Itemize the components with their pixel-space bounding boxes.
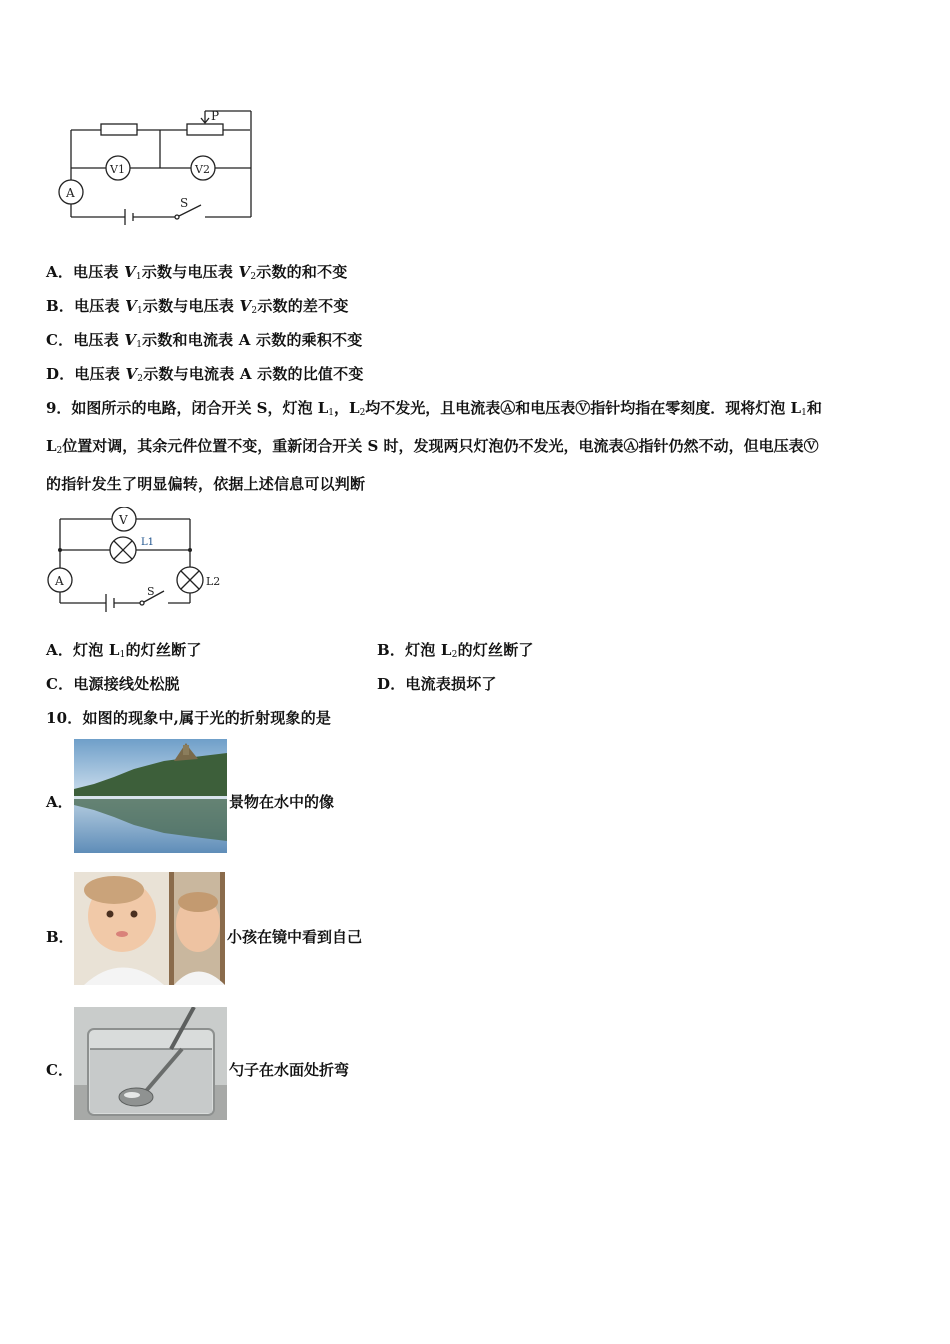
q8-ammeter-label: A: [66, 186, 75, 200]
q9-ammeter-label: A: [55, 574, 64, 588]
q10-option-a-letter[interactable]: A．: [46, 793, 73, 811]
q9-switch-label: S: [147, 585, 155, 598]
q8-option-d[interactable]: D．电压表 $V_2$示数与电流表 A 示数的比值不变: [46, 365, 364, 384]
q9-circuit-diagram: [44, 507, 234, 622]
q9-l2-label: L2: [206, 575, 221, 588]
q10-option-b-photo[interactable]: [74, 872, 225, 985]
q9-l1-label: L1: [141, 537, 155, 548]
q9-question-line-2: $L_2$位置对调，其余元件位置不变，重新闭合开关 S 时，发现两只灯泡仍不发光，电流表Ⓐ指针仍然不动，但电压表Ⓥ: [46, 437, 819, 456]
q8-v2-label: V2: [195, 163, 210, 176]
q9-voltmeter-label: V: [119, 513, 128, 527]
q8-option-c[interactable]: C．电压表 $V_1$示数和电流表 A 示数的乘积不变: [46, 331, 363, 350]
q8-slider-label: P: [211, 109, 220, 123]
q8-option-b[interactable]: B．电压表 $V_1$示数与电压表 $V_2$示数的差不变: [46, 297, 349, 316]
q10-option-b-letter[interactable]: B．: [46, 928, 74, 946]
q9-question-line-3: 的指针发生了明显偏转，依据上述信息可以判断: [46, 475, 366, 493]
q10-option-b-caption: 小孩在镜中看到自己: [227, 928, 363, 946]
q10-option-c-letter[interactable]: C．: [46, 1061, 73, 1079]
q8-circuit-diagram: [55, 105, 260, 225]
q10-option-a-photo[interactable]: [74, 739, 227, 853]
q9-option-a[interactable]: A．灯泡 $L_1$的灯丝断了: [46, 641, 202, 660]
q10-option-c-photo[interactable]: [74, 1007, 227, 1120]
q10-option-c-caption: 勺子在水面处折弯: [229, 1061, 350, 1079]
q10-question: 10．如图的现象中,属于光的折射现象的是: [46, 709, 332, 727]
q8-switch-label: S: [180, 196, 189, 210]
q9-option-b[interactable]: B．灯泡 $L_2$的灯丝断了: [377, 641, 534, 660]
q9-question-line-1: 9．如图所示的电路，闭合开关 S，灯泡 $L_1$，$L_2$均不发光，且电流表Ⓐ和电压表Ⓥ指针均指在零刻度．现将灯泡 $L_1$和: [46, 399, 822, 418]
q8-option-a[interactable]: A．电压表 $V_1$示数与电压表 $V_2$示数的和不变: [46, 263, 348, 282]
q9-option-d[interactable]: D．电流表损坏了: [377, 675, 497, 693]
q8-v1-label: V1: [110, 163, 125, 176]
q9-option-c[interactable]: C．电源接线处松脱: [46, 675, 180, 693]
q10-option-a-caption: 景物在水中的像: [229, 793, 335, 811]
